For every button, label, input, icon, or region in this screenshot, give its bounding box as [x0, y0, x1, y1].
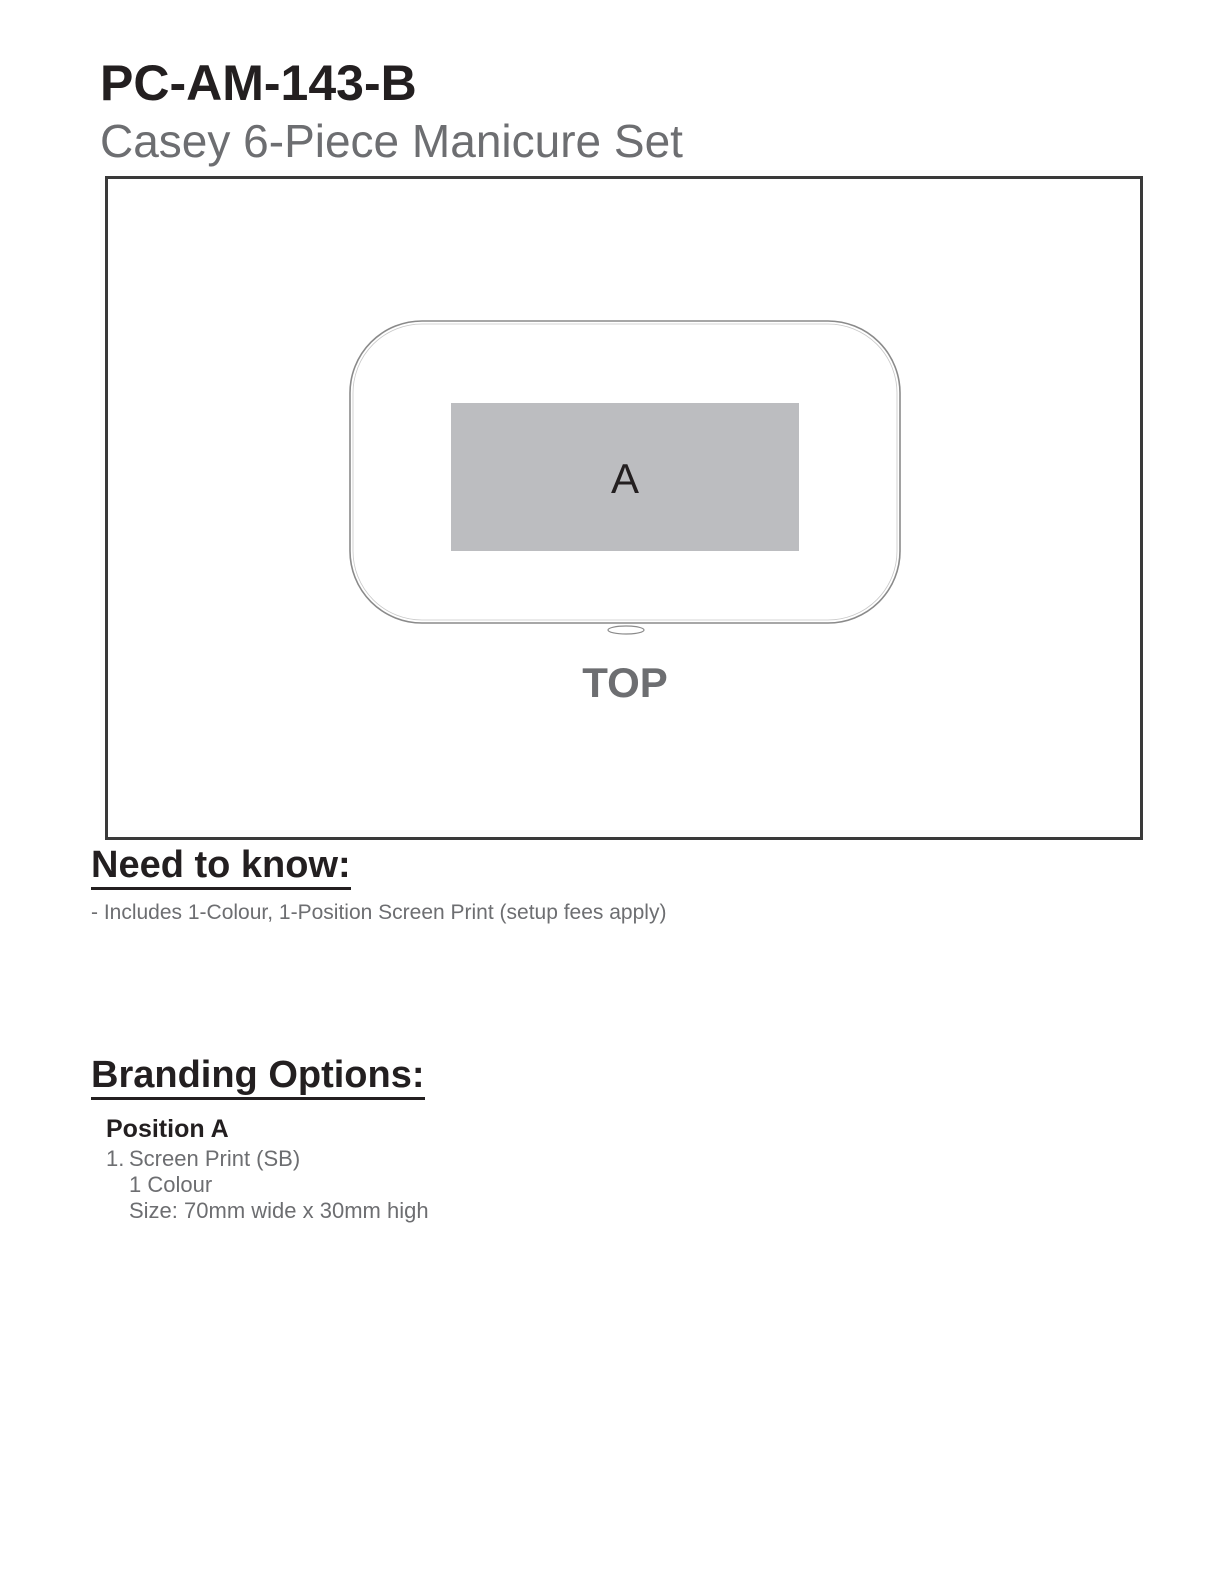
branding-options-heading: Branding Options:: [91, 1055, 425, 1100]
product-diagram: [105, 176, 1143, 840]
view-label: TOP: [582, 659, 668, 706]
option-colours: 1 Colour: [129, 1172, 213, 1197]
product-name: Casey 6-Piece Manicure Set: [100, 115, 683, 167]
branding-option-method-line: [106, 1146, 429, 1172]
option-size: Size: 70mm wide x 30mm high: [129, 1198, 429, 1223]
case-clasp: [608, 626, 644, 634]
option-number: 1.: [106, 1146, 125, 1171]
product-diagram-svg: [108, 179, 1140, 837]
product-code: PC-AM-143-B: [100, 55, 417, 111]
branding-option-list: [106, 1146, 429, 1224]
position-title: Position A: [106, 1115, 229, 1143]
print-area-label: A: [610, 455, 640, 502]
need-to-know-item: - Includes 1-Colour, 1-Position Screen Print (setup fees apply): [91, 901, 667, 924]
need-to-know-heading: Need to know:: [91, 845, 351, 890]
option-method: Screen Print (SB): [129, 1146, 301, 1171]
